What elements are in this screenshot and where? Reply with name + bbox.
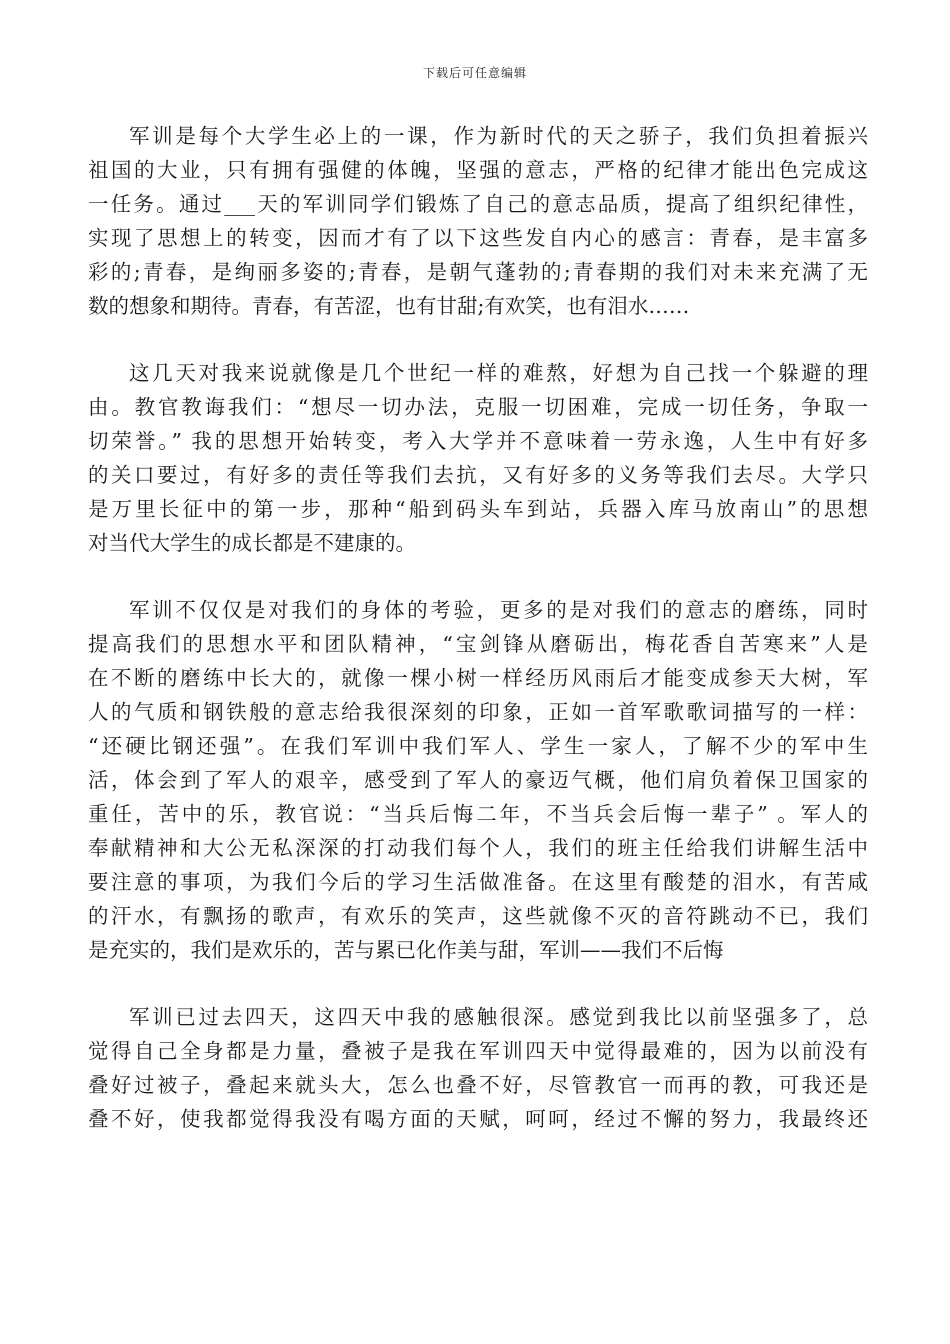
text-segment: 天的军训同学们锻炼了自己的意志品质，提高了组织纪律性， — [254, 192, 869, 216]
paragraph-2 — [88, 356, 868, 560]
text-line: 提高我们的思想水平和团队精神，“宝剑锋从磨砺出，梅花香自苦寒来”人是 — [88, 632, 868, 656]
text-line-with-blank — [88, 187, 868, 221]
text-line: 活，体会到了军人的艰辛，感受到了军人的豪迈气概，他们肩负着保卫国家的 — [88, 768, 868, 792]
text-line: 祖国的大业，只有拥有强健的体魄，坚强的意志，严格的纪律才能出色完成这 — [88, 158, 868, 182]
text-line: 的汗水，有飘扬的歌声，有欢乐的笑声，这些就像不灭的音符跳动不已，我们 — [88, 904, 868, 928]
text-line: 重任，苦中的乐，教官说：“当兵后悔二年，不当兵会后悔一辈子” 。军人的 — [88, 802, 868, 826]
text-line: 对当代大学生的成长都是不建康的。 — [88, 531, 416, 555]
text-line: 军训是每个大学生必上的一课，作为新时代的天之骄子，我们负担着振兴 — [129, 124, 868, 148]
text-line: 由。教官教诲我们：“想尽一切办法，克服一切困难，完成一切任务，争取一 — [88, 395, 868, 419]
text-line: 军训已过去四天，这四天中我的感触很深。感觉到我比以前坚强多了，总 — [129, 1005, 868, 1029]
text-line: 实现了思想上的转变，因而才有了以下这些发自内心的感言：青春，是丰富多 — [88, 226, 868, 250]
document-body — [88, 119, 868, 1169]
text-line: 是充实的，我们是欢乐的，苦与累已化作美与甜，军训——我们不后悔 — [88, 938, 724, 962]
text-line: 军训不仅仅是对我们的身体的考验，更多的是对我们的意志的磨练，同时 — [129, 598, 868, 622]
text-line: “还硬比钢还强”。在我们军训中我们军人、学生一家人，了解不少的军中生 — [88, 734, 868, 758]
text-line: 在不断的磨练中长大的，就像一棵小树一样经历风雨后才能变成参天大树，军 — [88, 666, 868, 690]
text-segment: 一任务。通过 — [88, 192, 225, 216]
text-line: 这几天对我来说就像是几个世纪一样的难熬，好想为自己找一个躲避的理 — [129, 361, 868, 385]
paragraph-3 — [88, 593, 868, 967]
fill-in-blank: ___ — [224, 192, 255, 216]
text-line: 人的气质和钢铁般的意志给我很深刻的印象，正如一首军歌歌词描写的一样： — [88, 700, 868, 724]
text-line: 觉得自己全身都是力量，叠被子是我在军训四天中觉得最难的，因为以前没有 — [88, 1039, 868, 1063]
text-line: 是万里长征中的第一步，那种“船到码头车到站，兵器入库马放南山”的思想 — [88, 497, 868, 521]
text-line: 数的想象和期待。青春，有苦涩，也有甘甜;有欢笑，也有泪水…… — [88, 294, 690, 318]
text-line: 叠好过被子，叠起来就头大，怎么也叠不好，尽管教官一而再的教，可我还是 — [88, 1073, 868, 1097]
text-line: 切荣誉。” 我的思想开始转变，考入大学并不意味着一劳永逸，人生中有好多 — [88, 429, 868, 453]
text-line: 叠不好，使我都觉得我没有喝方面的天赋，呵呵，经过不懈的努力，我最终还 — [88, 1107, 868, 1131]
text-line: 要注意的事项，为我们今后的学习生活做准备。在这里有酸楚的泪水，有苦咸 — [88, 870, 868, 894]
text-line: 彩的;青春，是绚丽多姿的;青春，是朝气蓬勃的;青春期的我们对未来充满了无 — [88, 260, 868, 284]
page-header: 下载后可任意编辑 — [422, 66, 527, 80]
paragraph-4 — [88, 1000, 868, 1136]
text-line: 奉献精神和大公无私深深的打动我们每个人，我们的班主任给我们讲解生活中 — [88, 836, 868, 860]
paragraph-1 — [88, 119, 868, 323]
text-line: 的关口要过，有好多的责任等我们去抗，又有好多的义务等我们去尽。大学只 — [88, 463, 868, 487]
